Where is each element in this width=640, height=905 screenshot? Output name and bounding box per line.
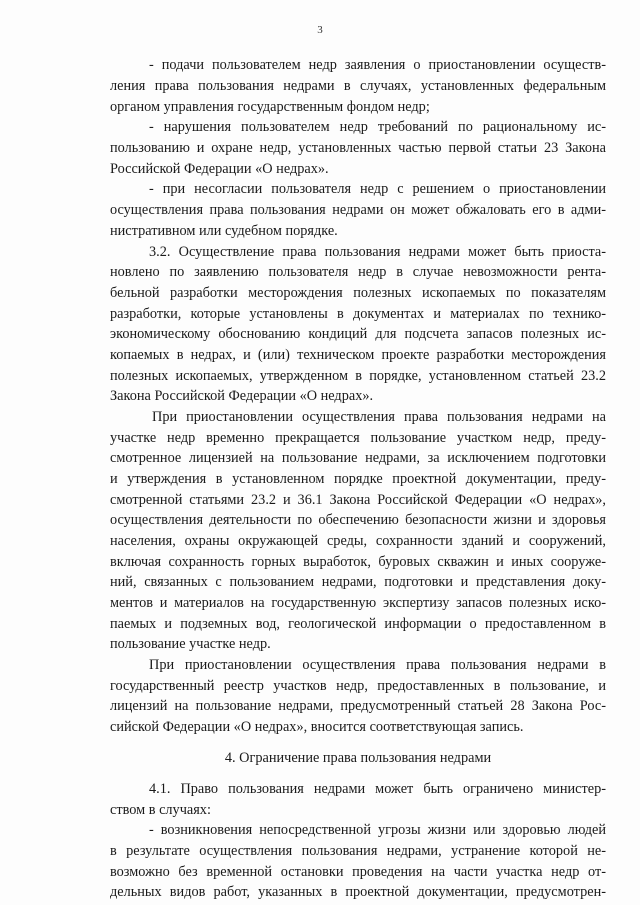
text-line: ством в случаях:: [110, 802, 211, 818]
text-line: разработки, которые установлены в документах и материалах по технико-: [110, 306, 606, 322]
text-line: пользование участке недр.: [110, 636, 271, 652]
text-line: - нарушения пользователем недр требований по рациональному ис-: [149, 119, 606, 135]
text-line: новлено по заявлению пользователя недр в случае невозможности рента-: [110, 264, 606, 280]
text-line: - при несогласии пользователя недр с решением о приостановлении: [149, 181, 606, 197]
text-line: - возникновения непосредственной угрозы жизни или здоровью людей: [149, 822, 606, 838]
text-line: Российской Федерации «О недрах».: [110, 161, 329, 177]
text-line: ления права пользования недрами в случаях, установленных федеральным: [110, 78, 606, 94]
text-line: паемых и подземных вод, геологической информации о предоставленном в: [110, 616, 606, 632]
text-line: ментов и материалов на государственную экспертизу запасов полезных иско-: [110, 595, 606, 611]
text-line: и утверждения в установленном порядке проектной документации, преду-: [110, 471, 606, 487]
text-line: пользованию и охране недр, установленных частью первой статьи 23 Закона: [110, 140, 606, 156]
text-line: включая сохранность горных выработок, буровых скважин и иных сооруже-: [110, 554, 606, 570]
text-line: полезных ископаемых, утвержденном в порядке, установленном статьей 23.2: [110, 368, 606, 384]
text-line: При приостановлении осуществления права пользования недрами на: [152, 409, 606, 425]
text-line: осуществления права пользования недрами он может обжаловать его в адми-: [110, 202, 606, 218]
text-line: ний, связанных с пользованием недрами, подготовки и представления доку-: [110, 574, 606, 590]
text-line: - подачи пользователем недр заявления о приостановлении осуществ-: [149, 57, 606, 73]
page-number: 3: [317, 24, 323, 36]
text-line: населения, охраны окружающей среды, сохранности зданий и сооружений,: [110, 533, 606, 549]
text-line: органом управления государственным фондом недр;: [110, 99, 430, 115]
text-line: осуществления деятельности по обеспечению безопасности жизни и здоровья: [110, 512, 606, 528]
text-line: государственный реестр участков недр, предоставленных в пользование, и: [110, 678, 606, 694]
text-line: 4.1. Право пользования недрами может быть ограничено министер-: [149, 781, 606, 797]
text-line: сийской Федерации «О недрах», вносится соответствующая запись.: [110, 719, 524, 735]
section-heading: 4. Ограничение права пользования недрами: [224, 750, 492, 766]
text-line: бельной разработки месторождения полезных ископаемых по показателям: [110, 285, 606, 301]
text-line: 3.2. Осуществление права пользования недрами может быть приоста-: [149, 244, 606, 260]
text-line: копаемых в недрах, и (или) техническом проекте разработки месторождения: [110, 347, 606, 363]
text-line: лицензий на пользование недрами, предусмотренный статьей 28 Закона Рос-: [110, 698, 606, 714]
text-line: возможно без временной остановки проведения на части участка недр от-: [110, 864, 606, 880]
text-line: экономическому обоснованию кондиций для подсчета запасов полезных ис-: [110, 326, 606, 342]
text-line: участке недр временно прекращается пользование участком недр, преду-: [110, 430, 606, 446]
text-line: дельных видов работ, указанных в проектной документации, предусмотрен-: [110, 884, 606, 900]
text-line: При приостановлении осуществления права пользования недрами в: [149, 657, 606, 673]
text-line: в результате осуществления пользования недрами, устранение которой не-: [110, 843, 606, 859]
text-line: нистративном или судебном порядке.: [110, 223, 338, 239]
text-line: смотренной статьями 23.2 и 36.1 Закона Российской Федерации «О недрах»,: [110, 492, 606, 508]
text-line: смотренное лицензией на пользование недрами, за исключением подготовки: [110, 450, 606, 466]
text-line: Закона Российской Федерации «О недрах».: [110, 388, 374, 404]
